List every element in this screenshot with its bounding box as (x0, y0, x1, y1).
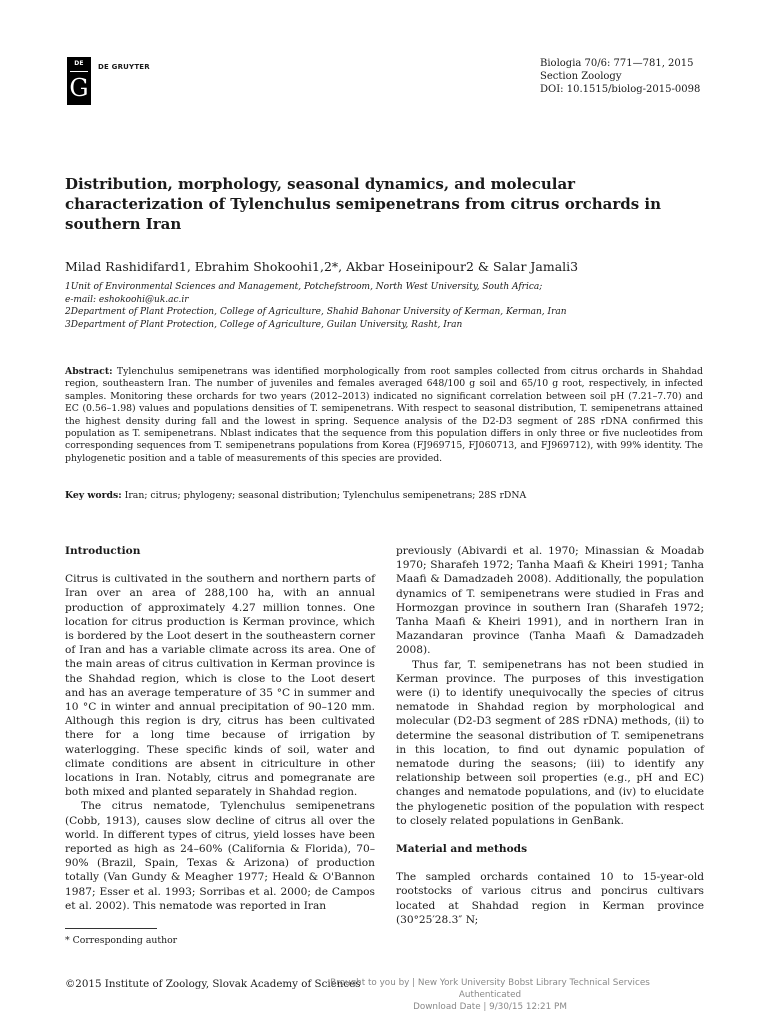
affiliations (65, 281, 715, 331)
watermark-line-3: Download Date | 9/30/15 12:21 PM (413, 1002, 567, 1012)
intro-paragraph-2: The citrus nematode, Tylenchulus semipenetrans (Cobb, 1913), causes slow decline of citrus all over the world. In different types of citrus, yield losses have been reported as high as 24–60% (California & Florida), 70–90% (Brazil, Spain, Texas & Arizona) of production totally (Van Gundy & Meagher 1977; Heald & O'Bannon 1987; Esser et al. 1993; Sorribas et al. 2000; de Campos et al. 2002). This nematode was reported in Iran (65, 800, 375, 912)
watermark-line-2: Authenticated (458, 990, 522, 1000)
copyright-notice: ©2015 Institute of Zoology, Slovak Academy of Sciences (65, 978, 361, 990)
abstract-text: Tylenchulus semipenetrans was identified morphologically from root samples collected from citrus orchards in Shahdad region, southeastern Iran. The number of juveniles and females averaged 648/100 g soil and 65/10 g root, respectively, in infected samples. Monitoring these orchards for two years (2012–2013) indicated no significant correlation between soil pH (7.21–7.70) and EC (0.56–1.98) values and populations densities of T. semipenetrans. With respect to seasonal distribution, T. semipenetrans attained the highest density during fall and the lowest in spring. Sequence analysis of the D2-D3 segment of 28S rDNA confirmed this population as T. semipenetrans. Nblast indicates that the sequence from this population differs in only three or five nucleotides from corresponding sequences from T. semipenetrans populations from Korea (FJ969715, FJ060713, and FJ969712), with 99% identity. The phylogenetic position and a table of measurements of this species are provided. (65, 366, 703, 464)
column-right (396, 544, 704, 927)
affiliation-3: 3Department of Plant Protection, College of Agriculture, Guilan University, Rasht, Iran (65, 319, 463, 330)
logo-letter: G (69, 74, 89, 102)
logo-divider (70, 71, 88, 72)
de-gruyter-logo (67, 57, 91, 105)
abstract (65, 366, 703, 465)
keywords (65, 490, 703, 501)
abstract-label: Abstract: (65, 366, 113, 377)
intro-paragraph-2-continued: previously (Abivardi et al. 1970; Minassian & Moadab 1970; Sharafeh 1972; Tanha Maafi & Kheiri 1991; Tanha Maafi & Damadzadeh 2008). Additionally, the population dynamics of T. semipenetrans were studied in Fras and Hormozgan province in southern Iran (Sharafeh 1972; Tanha Maafi & Kheiri 1991), and in northern Iran in Mazandaran province (Tanha Maafi & Damadzadeh 2008). (396, 545, 704, 657)
article-title-text: Distribution, morphology, seasonal dynamics, and molecular characterization of Tylenchulus semipenetrans from citrus orchards in southern Iran (65, 175, 662, 233)
journal-info (540, 57, 700, 96)
logo-top-text: DE (74, 60, 84, 67)
introduction-heading: Introduction (65, 545, 141, 557)
keywords-text: Iran; citrus; phylogeny; seasonal distribution; Tylenchulus semipenetrans; 28S rDNA (124, 490, 527, 501)
journal-section: Section Zoology (540, 71, 622, 82)
footnote-rule (65, 928, 157, 929)
journal-doi: DOI: 10.1515/biolog-2015-0098 (540, 84, 701, 95)
affiliation-2: 2Department of Plant Protection, College of Agriculture, Shahid Bahonar University of Kerman, Kerman, Iran (65, 307, 567, 317)
journal-citation: Biologia 70/6: 771—781, 2015 (540, 58, 694, 69)
corresponding-author-footnote: * Corresponding author (65, 935, 178, 946)
methods-heading: Material and methods (396, 843, 528, 856)
article-title (65, 174, 705, 234)
publisher-name: DE GRUYTER (98, 63, 150, 71)
affiliation-email: e-mail: eshokoohi@uk.ac.ir (65, 294, 189, 305)
download-watermark (230, 977, 750, 1013)
intro-paragraph-3: Thus far, T. semipenetrans has not been studied in Kerman province. The purposes of this investigation were (i) to identify unequivocally the species of citrus nematode in Shahdad region by morphological and molecular (D2-D3 segment of 28S rDNA) methods, (ii) to determine the seasonal distribution of T. semipenetrans in this location, to find out dynamic population of nematode during the seasons; (iii) to identify any relationship between soil properties (e.g., pH and EC) changes and nematode populations, and (iv) to elucidate the phylogenetic position of the population with respect to closely related populations in GenBank. (396, 658, 704, 827)
intro-paragraph-1: Citrus is cultivated in the southern and northern parts of Iran over an area of 288,100 ha, with an annual production of approximately 4.27 million tonnes. One location for citrus production is Kerman province, which is bordered by the Loot desert in the southeastern corner of Iran and has a variable climate across its area. One of the main areas of citrus cultivation in Kerman province is the Shahdad region, which is close to the Loot desert and has an average temperature of 35 °C in summer and 10 °C in winter and annual precipitation of 90–120 mm. Although this region is dry, citrus has been cultivated there for a long time because of irrigation by waterlogging. These specific kinds of soil, water and climate conditions are absent in citriculture in other locations in Iran. Notably, citrus and pomegranate are both mixed and planted separately in Shahdad region. (65, 573, 376, 799)
keywords-label: Key words: (65, 490, 122, 501)
affiliation-1: 1Unit of Environmental Sciences and Management, Potchefstroom, North West University, South Africa; (65, 282, 543, 292)
watermark-line-1: Brought to you by | New York University Bobst Library Technical Services (330, 978, 650, 988)
author-list: Milad Rashidifard1, Ebrahim Shokoohi1,2*, Akbar Hoseinipour2 & Salar Jamali3 (65, 259, 579, 274)
methods-paragraph-1: The sampled orchards contained 10 to 15-year-old rootstocks of various citrus and poncirus cultivars located at Shahdad region in Kerman province (30°25′28.3″ N; (396, 871, 704, 926)
column-left (65, 544, 375, 913)
section-gap (396, 828, 704, 842)
